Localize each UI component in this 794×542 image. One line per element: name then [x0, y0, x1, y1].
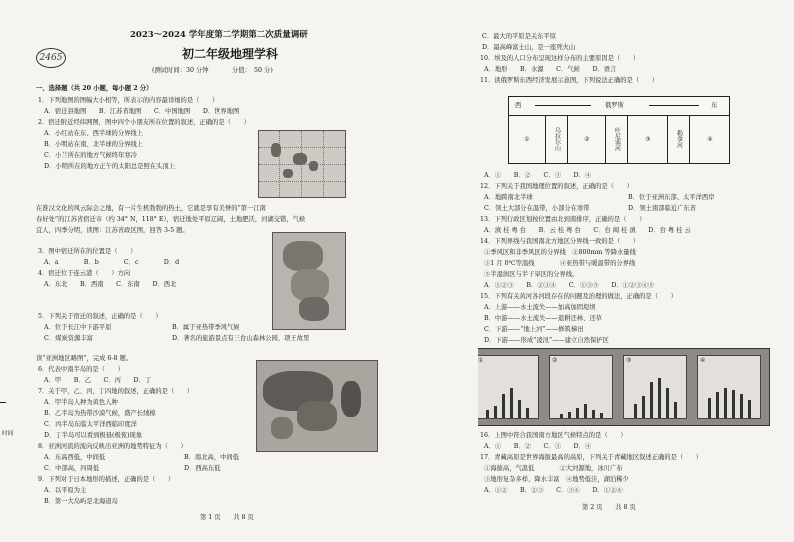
climate-chart-3-label: ③ [626, 358, 632, 364]
diagram-cell-yenisei: 叶尼塞河 [605, 115, 628, 163]
question-7-option-c: C．丙半岛东临太平洋西临印度洋 [44, 421, 137, 428]
question-16: 16．上图中符合我国南方地区气候特点的是（ ） [480, 432, 627, 439]
question-9-option-d: D．最高峰富士山，是一座死火山 [482, 44, 576, 51]
question-14-item-1: ①季风区和非季风区的分界线 ②800mm 等降水量线 [484, 249, 636, 256]
question-2-option-b: B．小明站在南、北半球的分界线上 [44, 141, 144, 148]
left-column [36, 0, 388, 542]
climate-charts-strip [478, 348, 770, 426]
question-14-item-3: ⑤半湿润区与半干旱区的分界线。 [484, 271, 579, 278]
question-1: 1．下列地图的图幅大小相等，所表示的内容最详细的是（ ） [38, 97, 219, 104]
section-title: 一、选择题（共 20 小题，每小题 2 分） [36, 85, 153, 92]
question-13: 13．下列行政区划按位置由北到南排序，正确的是（ ） [480, 216, 646, 223]
question-4: 4．宿迁位于连云港（ ）方向 [38, 270, 131, 277]
question-2: 2．宿迁附近经纬网图，图中四个小朋友所在位置的叙述，正确的是（ ） [38, 119, 250, 126]
question-2-option-a: A．小红站在东、西半球的分界线上 [44, 130, 144, 137]
question-4-options: A．东北 B．西南 C．东南 D．西北 [44, 281, 177, 288]
climate-chart-4-label: ④ [700, 358, 706, 364]
question-9-option-a: A．以平原为主 [44, 487, 87, 494]
question-10-options: A．地形 B．水源 C．气候 D．语言 [484, 66, 617, 73]
question-16-options: A．① B．② C．③ D．④ [484, 443, 592, 450]
passage-line-3: 宜人，四季分明，读图：江苏省政区图，回答 3-5 题。 [36, 227, 189, 234]
question-14-item-2: ③1 月 0℃等温线 ④亚热带与暖温带的分界线 [484, 260, 636, 267]
exam-time: (测试时间：30 分钟 [152, 67, 209, 74]
question-8-option-a: A．东高西低，中间低 [44, 454, 106, 461]
passage-line-1: 在淮汉文化的风云际会之地，有一片生机勃勃的热土，它就是享有美誉的“第一江南 [36, 205, 266, 212]
question-8-option-d: D．西高东低 [184, 465, 221, 472]
question-12-option-a: A．地跨南北半球 [484, 194, 533, 201]
page-footer-2: 第 2 页 共 8 页 [582, 504, 636, 511]
diagram-cell-1: ① [524, 135, 530, 143]
exam-title: 初二年级地理学科 [182, 47, 279, 61]
question-6: 6．代表中南半岛的是（ ） [38, 366, 124, 373]
question-15-option-c: C．下游——“地上河”——修筑梯田 [484, 326, 584, 333]
question-15-option-b: B．中游——水土流失——退耕还林、还草 [484, 315, 602, 322]
question-9-option-b: B．第一大岛屿是北海道岛 [44, 498, 118, 505]
question-9: 9．下列对于日本地形的描述，正确的是（ ） [38, 476, 175, 483]
margin-mark [0, 402, 6, 403]
question-15-option-a: A．上游——水土流失——加高加固堤坝 [484, 304, 596, 311]
question-15: 15．下列有关黄河各河段存在的问题及治理的做法，正确的是（ ） [480, 293, 677, 300]
question-7-option-d: D．丁半岛可以看到极昼(极夜)现象 [44, 432, 143, 439]
question-17-options: A．①② B．②③ C．③④ D．①②④ [484, 487, 623, 494]
question-12-option-c: C．领土大部分在温带，小部分在寒带 [484, 205, 590, 212]
question-2-option-c: C．小兰所在的地方气候终年寒冷 [44, 152, 137, 159]
question-5-option-c: C．煤炭资源丰富 [44, 335, 93, 342]
question-8-option-b: B．南北高，中间低 [184, 454, 240, 461]
arrow-left [535, 105, 591, 106]
question-12-option-d: D．领土南部临近广东省 [628, 205, 697, 212]
asia-stem: 读“亚洲地区略图”，完成 6-8 题。 [36, 355, 133, 362]
exam-score: 分值： 50 分) [232, 67, 273, 74]
question-5-option-a: A．位于长江中下游平原 [44, 324, 112, 331]
question-5-option-b: B．属于亚热带季风气候 [172, 324, 240, 331]
question-5-option-d: D．著名的旅游景点有三台山森林公园、项王故里 [172, 335, 310, 342]
question-8: 8．亚洲河流的流向反映出亚洲的地势特征为（ ） [38, 443, 187, 450]
question-14-options: A．①②③ B．②③④ C．①③⑤ D．①②③④⑤ [484, 282, 655, 289]
diagram-cell-ural: 乌拉尔山 [545, 115, 568, 163]
question-6-options: A．甲 B．乙 C．丙 D．丁 [44, 377, 152, 384]
question-12: 12．下列关于我国地理位置的叙述，正确的是（ ） [480, 183, 633, 190]
question-3: 3．图中宿迁所在的位置是（ ） [38, 248, 137, 255]
diagram-west-label: 西 [515, 102, 522, 109]
diagram-cell-4: ④ [689, 115, 730, 163]
climate-chart-3 [623, 355, 687, 419]
page-footer-1: 第 1 页 共 8 页 [200, 514, 254, 521]
handwritten-stamp: 2465 [36, 48, 66, 68]
question-15-option-d: D．下游——形成“凌汛”——建立自然保护区 [484, 337, 609, 344]
right-column [478, 0, 778, 542]
climate-chart-1-label: ① [478, 358, 484, 364]
diagram-east-label: 东 [711, 102, 718, 109]
exam-header: 2023～2024 学年度第二学期第二次质量调研 [130, 30, 308, 40]
question-17-item-1: ①海拔高，气温低 ②大河源地，冰川广布 [484, 465, 623, 472]
asia-map [256, 360, 378, 452]
diagram-russia-label: 俄罗斯 [605, 102, 624, 109]
question-10: 10．埃及的人口分布呈现这样分布的主要原因是（ ） [480, 55, 640, 62]
question-2-option-d: D．小明所在的地方正午的太阳总是照在头顶上 [44, 163, 175, 170]
graticule-map [258, 130, 346, 198]
climate-chart-1 [478, 355, 539, 419]
question-14: 14．下列界线与我国南北方地区分界线一致的是（ ） [480, 238, 640, 245]
climate-chart-2 [549, 355, 613, 419]
question-7-option-b: B．乙半岛为热带沙漠气候，盛产长绒棉 [44, 410, 156, 417]
diagram-cell-3: ③ [627, 115, 668, 163]
question-9-option-c: C．最大的平原是关东平原 [482, 33, 557, 40]
climate-chart-4 [697, 355, 761, 419]
question-17-item-2: ③地形复杂多样，降水丰富 ④地势低洼，湖泊稀少 [484, 476, 629, 483]
passage-line-2: 春好处”的江苏省宿迁市（约 34° N，118° E），宿迁地处平原辽阔，土地肥沃，河湖交错，气候 [36, 216, 306, 223]
question-7: 7．关于甲、乙、丙、丁四地的叙述，正确的是（ ） [38, 388, 194, 395]
question-8-option-c: C．中部高，四周低 [44, 465, 100, 472]
jiangsu-map [272, 232, 346, 330]
russia-diagram [508, 96, 730, 164]
question-13-options: A．滇 桂 粤 台 B．云 桂 粤 台 C．台 闽 桂 滇 D．台 粤 桂 云 [484, 227, 691, 234]
diagram-cell-2: ② [567, 115, 606, 163]
question-12-option-b: B．位于亚洲东部、太平洋西岸 [628, 194, 715, 201]
question-5: 5．下列关于宿迁的叙述，正确的是（ ） [38, 313, 162, 320]
question-1-options: A．宿迁县地图 B．江苏省地图 C．中国地图 D．世界地图 [44, 108, 240, 115]
question-3-options: A．a B．b C．c D．d [44, 259, 180, 266]
question-7-option-a: A．甲半岛人种为黄色人种 [44, 399, 118, 406]
question-11: 11．读俄罗斯东西经济发展示意图，下列说法正确的是（ ） [480, 77, 659, 84]
diagram-cell-lena: 勒拿河 [667, 115, 690, 163]
margin-note: 时间 [2, 431, 14, 437]
climate-chart-2-label: ② [552, 358, 558, 364]
arrow-right [649, 105, 699, 106]
question-11-options: A．① B．② C．③ D．④ [484, 172, 592, 179]
question-17: 17．青藏高原是世界海拔最高的高原，下列关于青藏地区叙述正确的是（ ） [480, 454, 703, 461]
